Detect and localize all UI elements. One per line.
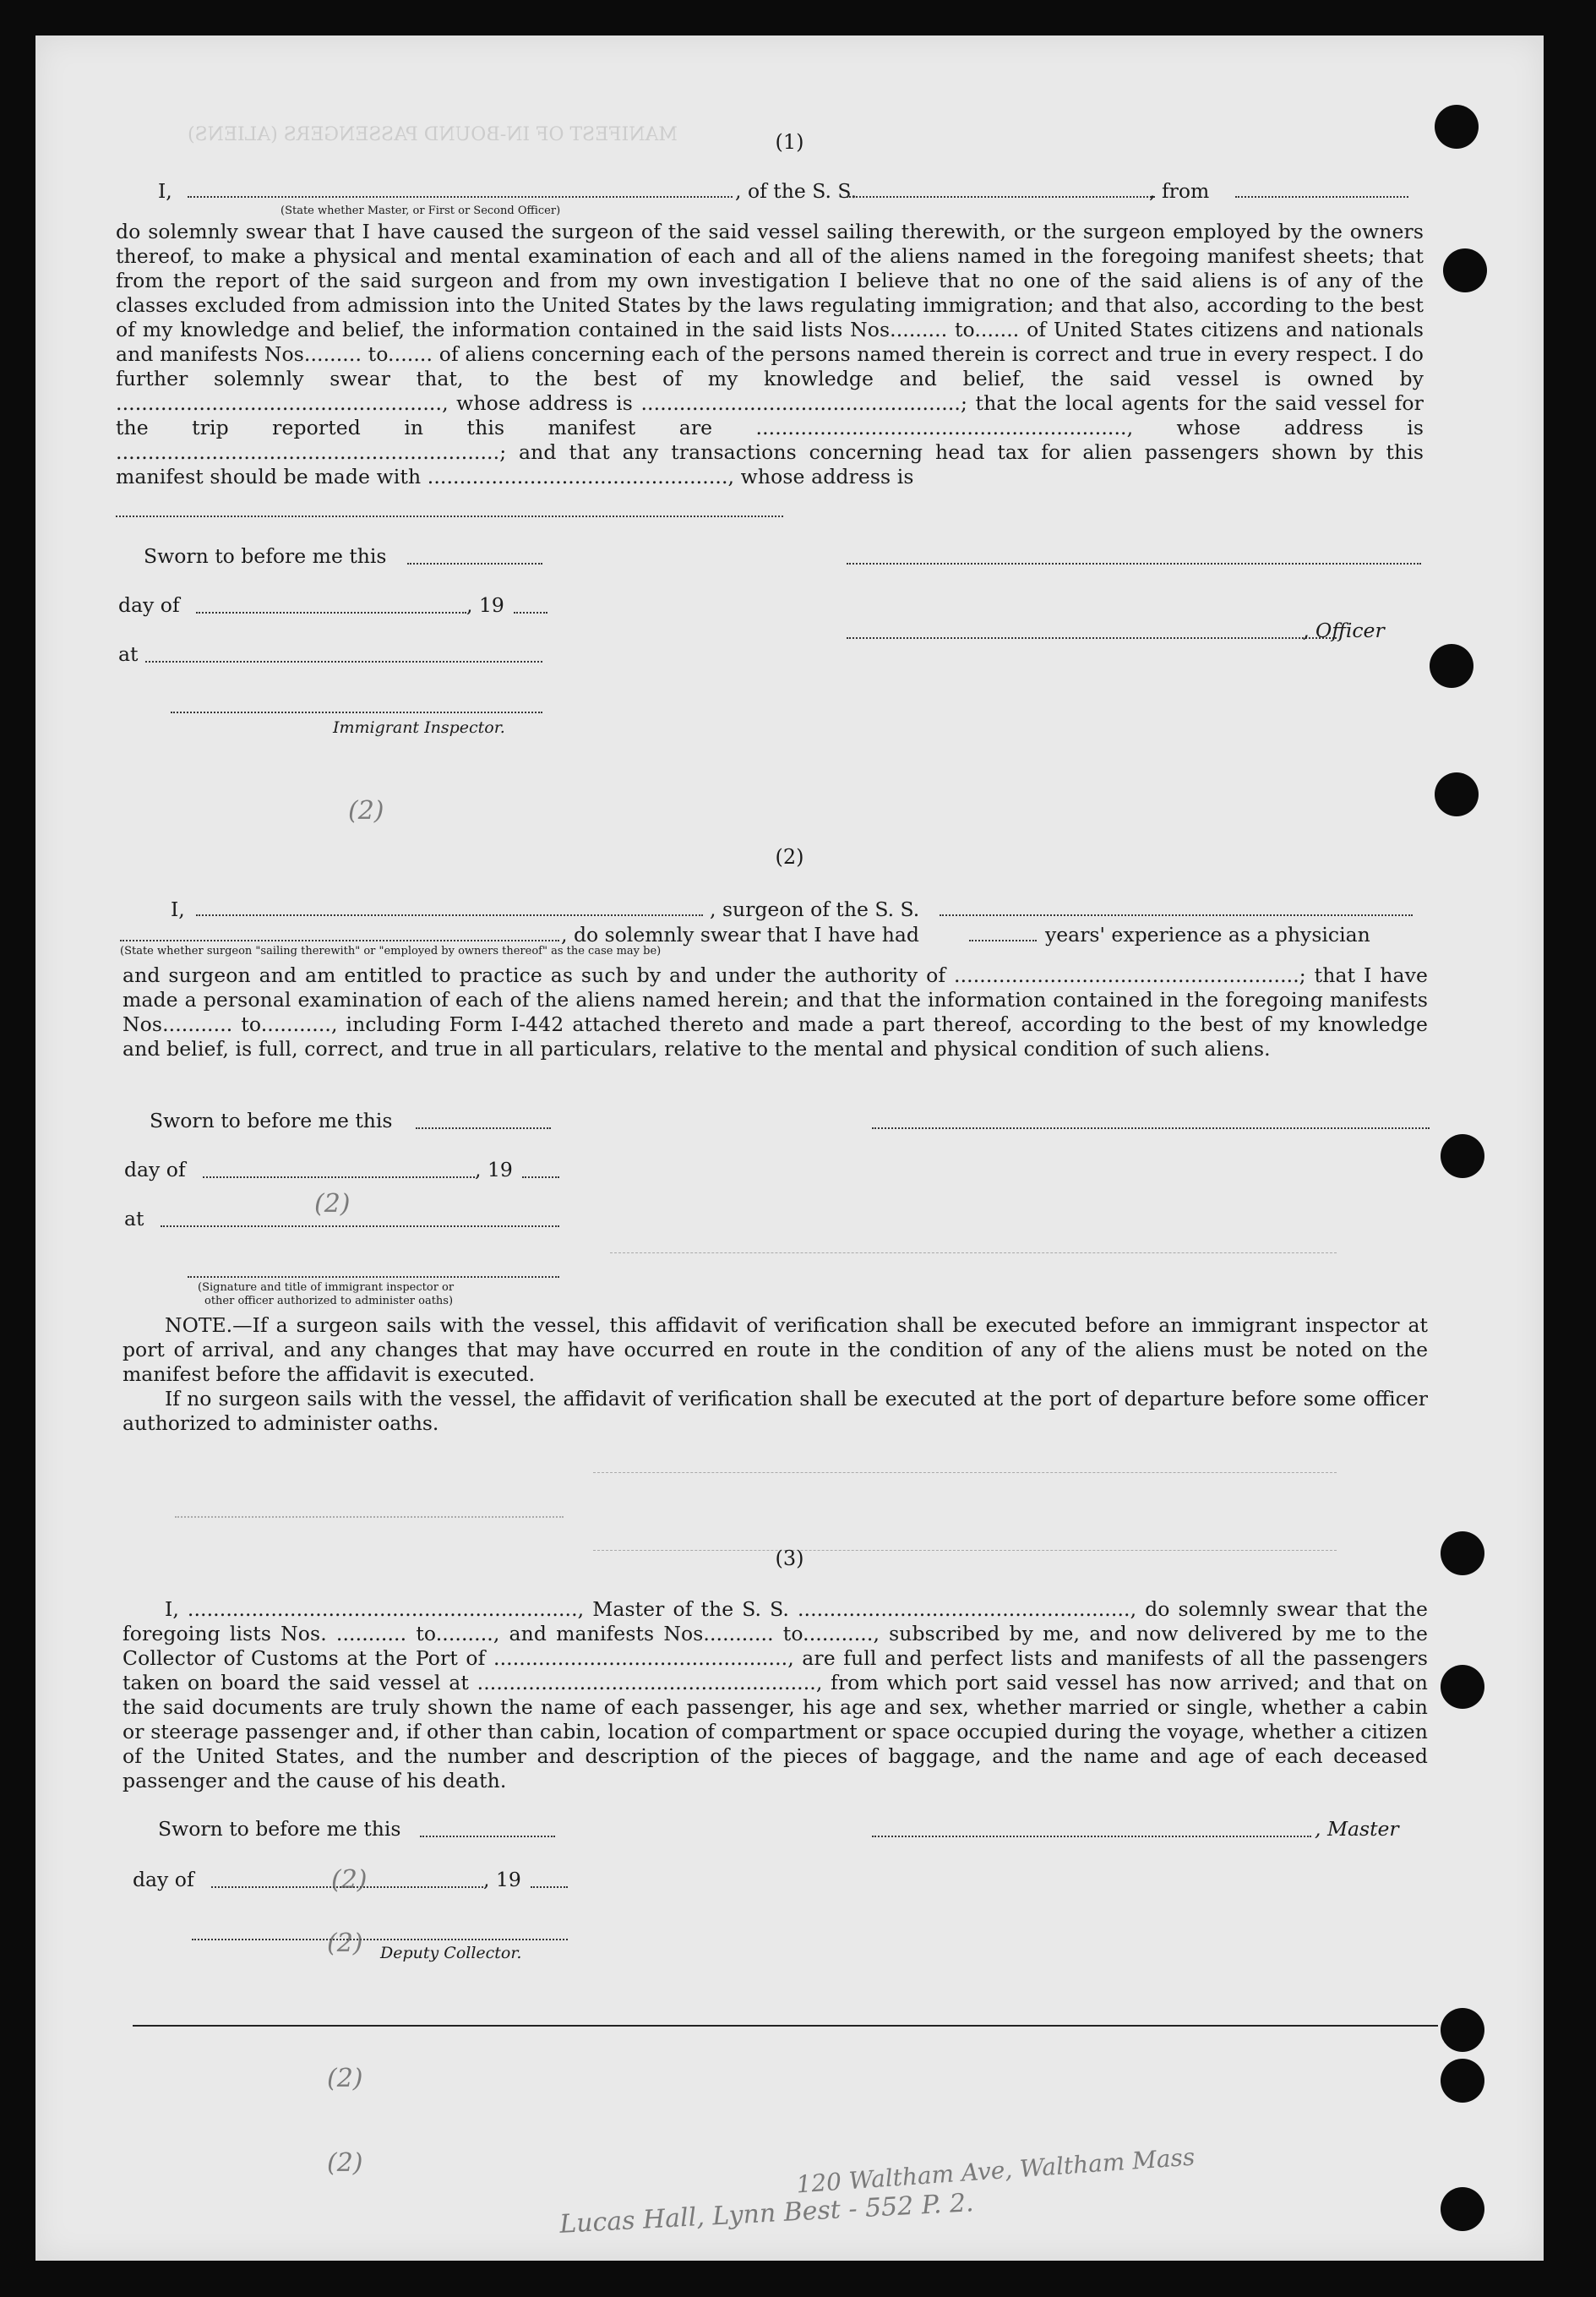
note-paragraph-1: NOTE.—If a surgeon sails with the vessel, this affidavit of verification shall be executed before an immigrant inspector at port of arrival, and any changes that may have occurred en route in the condition of any of the aliens must be noted on the manifest before the affidavit is executed. — [123, 1313, 1428, 1386]
year-label: , 19 — [466, 593, 504, 617]
signature-label-1: (Signature and title of immigrant inspector or — [198, 1281, 455, 1294]
master-label: , Master — [1315, 1817, 1399, 1841]
sworn-date-field[interactable] — [416, 1127, 551, 1129]
surgeon-status-field[interactable] — [120, 940, 559, 941]
from-label: , from — [1149, 179, 1210, 203]
from-port-field[interactable] — [1235, 196, 1408, 198]
binder-hole — [1441, 2187, 1484, 2231]
swear-label: , do solemnly swear that I have had — [561, 923, 919, 947]
handwritten-mark: (2) — [314, 1189, 351, 1219]
faint-dotted-line — [175, 1516, 564, 1518]
master-signature-field[interactable] — [872, 1836, 1311, 1837]
binder-hole — [1441, 2059, 1484, 2103]
signature-label-2: other officer authorized to administer oaths) — [204, 1295, 454, 1307]
year-label: , 19 — [475, 1158, 513, 1181]
surgeon-sublabel: (State whether surgeon "sailing therewith" or "employed by owners thereof" as the case may be) — [120, 945, 662, 958]
section-3-body: I, ............................................................., Master of the S. S. ...................................................., do solemnly swear that the foregoing lists Nos. ........... to........., and manifests Nos........... to..........., subscribed by me, and now delivered by me to the Collector of Customs at the Port of .............................................., are full and perfect lists and manifests of all the passengers taken on board the said vessel at ....................................................., from which port said vessel has now arrived; and that on the said documents are truly shown the name of each passenger, his age and sex, whether married or single, whether a cabin or steerage passenger and, if other than cabin, location of compartment or space occupied during the voyage, whether a citizen of the United States, and the number and description of the pieces of baggage, and the name and age of each deceased passenger and the cause of his death. — [123, 1597, 1428, 1792]
inspector-signature-field[interactable] — [171, 712, 542, 713]
manifest-page — [35, 35, 1544, 2261]
binder-hole — [1441, 2008, 1484, 2052]
handwritten-note: Lucas Hall, Lynn Best - 552 P. 2. — [558, 2188, 975, 2240]
section-2-body: and surgeon and am entitled to practice as such by and under the authority of ......................................................; that I have made a personal examination of each of the aliens named herein; and that the information contained in the foregoing manifests Nos........... to..........., including Form I-442 attached thereto and made a part thereof, according to the best of my knowledge and belief, is full, correct, and true in all particulars, relative to the mental and physical condition of such aliens. — [123, 963, 1428, 1061]
bottom-rule — [133, 2025, 1438, 2027]
collector-label: Deputy Collector. — [380, 1944, 522, 1962]
officer-signature-field[interactable] — [847, 563, 1421, 565]
year-field[interactable] — [531, 1886, 568, 1888]
year-field[interactable] — [514, 612, 547, 614]
handwritten-mark: (2) — [327, 2148, 363, 2178]
years-field[interactable] — [969, 940, 1037, 941]
surgeon-name-field[interactable] — [196, 914, 703, 916]
at-label: at — [118, 642, 139, 666]
officer-title-field[interactable] — [847, 637, 1337, 639]
sworn-date-field[interactable] — [420, 1836, 555, 1837]
at-field[interactable] — [145, 661, 542, 663]
day-of-field[interactable] — [203, 1176, 475, 1178]
officer-label: , Officer — [1303, 619, 1385, 642]
officer-name-field[interactable] — [188, 196, 733, 198]
years-label: years' experience as a physician — [1045, 923, 1370, 947]
binder-hole — [1435, 772, 1479, 816]
handwritten-address: 120 Waltham Ave, Waltham Mass — [795, 2142, 1196, 2199]
surgeon-ship-field[interactable] — [940, 914, 1413, 916]
handwritten-mark: (2) — [348, 796, 384, 826]
at-field[interactable] — [161, 1225, 559, 1227]
day-of-label: day of — [124, 1158, 186, 1181]
binder-hole — [1441, 1134, 1484, 1178]
sworn-date-field[interactable] — [407, 563, 542, 565]
binder-hole — [1441, 1665, 1484, 1709]
whose-address-field[interactable] — [116, 516, 783, 517]
sworn-label: Sworn to before me this — [158, 1817, 401, 1841]
handwritten-mark: (2) — [327, 2064, 363, 2093]
sworn-label: Sworn to before me this — [150, 1109, 393, 1132]
handwritten-mark: (2) — [331, 1865, 368, 1895]
faint-line — [593, 1472, 1337, 1473]
faint-signature-line — [610, 1252, 1337, 1253]
section-1-opening: I, — [158, 179, 172, 203]
section-3-number: (3) — [775, 1547, 804, 1570]
ship-name-field[interactable] — [847, 196, 1155, 198]
collector-signature-field[interactable] — [192, 1939, 568, 1940]
section-2-opening: I, — [171, 898, 185, 921]
officer-sublabel: (State whether Master, or First or Second Officer) — [281, 205, 561, 217]
bleed-through-text: MANIFEST OF IN-BOUND PASSENGERS (ALIENS) — [188, 124, 678, 145]
section-1-number: (1) — [775, 130, 804, 154]
year-label: , 19 — [483, 1868, 521, 1891]
sworn-label: Sworn to before me this — [144, 544, 387, 568]
section-1-body: do solemnly swear that I have caused the surgeon of the said vessel sailing therewith, or the surgeon employed by the owners thereof, to make a physical and mental examination of each and all of the aliens named in the foregoing manifest sheets; that from the report of the said surgeon and from my own investigation I believe that no one of the said aliens is of any of the classes excluded from admission into the United States by the laws regulating immigration; and that also, according to the best of my knowledge and belief, the information contained in the said lists Nos......... to....... of United States citizens and nationals and manifests Nos......... to....... of aliens concerning each of the persons named therein is correct and true in every respect. I do further solemnly swear that, to the best of my knowledge and belief, the said vessel is owned by ..................................................., whose address is ..................................................; that the local agents for the said vessel for the trip reported in this manifest are .........................................................., whose address is ............................................................; and that any transactions concerning head tax for alien passengers shown by this manifest should be made with ..............................................., whose address is — [116, 220, 1424, 488]
at-label: at — [124, 1207, 144, 1230]
of-ss-label: , of the S. S. — [735, 179, 858, 203]
binder-hole — [1430, 644, 1473, 688]
inspector-signature-field[interactable] — [188, 1276, 559, 1278]
note-paragraph-2: If no surgeon sails with the vessel, the affidavit of verification shall be executed at the port of departure before some officer authorized to administer oaths. — [123, 1387, 1428, 1435]
day-of-field[interactable] — [196, 612, 466, 614]
day-of-label: day of — [118, 593, 180, 617]
binder-hole — [1443, 248, 1487, 292]
handwritten-mark: (2) — [327, 1929, 363, 1958]
section-2-number: (2) — [775, 845, 804, 869]
year-field[interactable] — [522, 1176, 559, 1178]
inspector-label: Immigrant Inspector. — [333, 718, 505, 737]
surgeon-signature-field[interactable] — [872, 1127, 1430, 1129]
surgeon-of-label: , surgeon of the S. S. — [710, 898, 920, 921]
day-of-label: day of — [133, 1868, 194, 1891]
